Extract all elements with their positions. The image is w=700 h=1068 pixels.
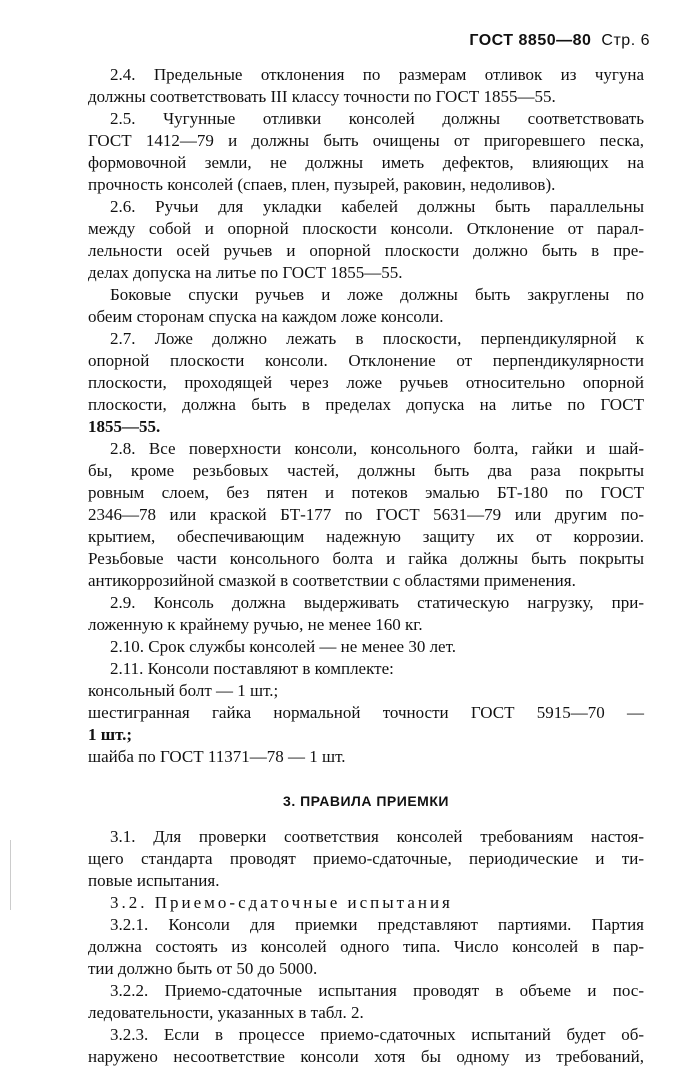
text-line: Резьбовые части консольного болта и гайка должны быть покрыты: [88, 549, 644, 568]
text-line: крытием, обеспечивающим надежную защиту их от коррозии.: [88, 527, 644, 546]
page-header: [460, 32, 650, 50]
text-line: прочность консолей (спаев, плен, пузырей, раковин, недоливов).: [88, 175, 556, 194]
page-number: Стр. 6: [601, 32, 650, 49]
paragraph-2-10: [88, 636, 644, 658]
text-line: делах допуска на литье по ГОСТ 1855—55.: [88, 263, 403, 282]
kit-item: шестигранная гайка нормальной точности ГОСТ 5915—70 —: [88, 703, 644, 722]
paragraph-2-8: [88, 438, 644, 592]
paragraph-3-2: [88, 892, 644, 914]
text-line: тии должно быть от 50 до 5000.: [88, 959, 318, 978]
text-line: опорной плоскости консоли. Отклонение от перпендикулярности: [88, 351, 644, 370]
paragraph-2-9: [88, 592, 644, 636]
text-line: 2.6. Ручьи для укладки кабелей должны быть параллельны: [110, 197, 644, 216]
text-line: 3.2.2. Приемо-сдаточные испытания проводят в объеме и пос-: [110, 981, 644, 1000]
text-line: ГОСТ 1412—79 и должны быть очищены от пригоревшего песка,: [88, 131, 644, 150]
paragraph-2-6: [88, 196, 644, 284]
section-heading: 3. ПРАВИЛА ПРИЕМКИ: [283, 793, 449, 809]
text-line: между собой и опорной плоскости консоли. Отклонение от парал-: [88, 219, 644, 238]
text-line: обеим сторонам спуска на каждом ложе консоли.: [88, 307, 444, 326]
text-line: щего стандарта проводят приемо-сдаточные, периодические и ти-: [88, 849, 644, 868]
text-line: 3.2.1. Консоли для приемки представляют партиями. Партия: [110, 915, 644, 934]
document-body: [88, 64, 644, 1068]
text-line: 3.2.3. Если в процессе приемо-сдаточных испытаний будет об-: [110, 1025, 644, 1044]
text-line: повые испытания.: [88, 871, 220, 890]
text-line: плоскости, проходящей через ложе ручьев относительно опорной: [88, 373, 644, 392]
text-line: ровным слоем, без пятен и потеков эмалью БТ-180 по ГОСТ: [88, 483, 644, 502]
text-line: ледовательности, указанных в табл. 2.: [88, 1003, 364, 1022]
text-line: ложенную к крайнему ручью, не менее 160 кг.: [88, 615, 423, 634]
text-line: антикоррозийной смазкой в соответствии с областями применения.: [88, 571, 576, 590]
text-line: формовочной земли, не должны иметь дефектов, влияющих на: [88, 153, 644, 172]
kit-item: 1 шт.;: [88, 725, 133, 744]
paragraph-2-6-b: [88, 284, 644, 328]
text-line: наружено несоответствие консоли хотя бы одному из требований,: [88, 1047, 644, 1066]
text-line: должны соответствовать III классу точности по ГОСТ 1855—55.: [88, 87, 556, 106]
margin-mark: [10, 840, 11, 910]
text-line: 2.8. Все поверхности консоли, консольного болта, гайки и шай-: [110, 439, 644, 458]
paragraph-2-4: [88, 64, 644, 108]
text-line: лельности осей ручьев и опорной плоскости должно быть в пре-: [88, 241, 644, 260]
kit-item: консольный болт — 1 шт.;: [88, 681, 279, 700]
paragraph-3-1: [88, 826, 644, 892]
paragraph-3-2-1: [88, 914, 644, 980]
text-line: 2.5. Чугунные отливки консолей должны соответствовать: [110, 109, 644, 128]
text-line: 2.11. Консоли поставляют в комплекте:: [110, 659, 394, 678]
text-line: 2.9. Консоль должна выдерживать статическую нагрузку, при-: [110, 593, 644, 612]
text-line: 2.4. Предельные отклонения по размерам отливок из чугуна: [110, 65, 644, 84]
paragraph-3-2-2: [88, 980, 644, 1024]
text-line: 2.10. Срок службы консолей — не менее 30 лет.: [110, 637, 457, 656]
text-line: плоскости, должна быть в пределах допуска на литье по ГОСТ: [88, 395, 644, 414]
standard-code: ГОСТ 8850—80: [469, 32, 592, 49]
paragraph-2-11: [88, 658, 644, 768]
text-line: бы, кроме резьбовых частей, должны быть два раза покрыты: [88, 461, 644, 480]
text-line: 2346—78 или краской БТ-177 по ГОСТ 5631—79 или другим по-: [88, 505, 644, 524]
subsection-heading: 3.2. Приемо-сдаточные испытания: [110, 893, 453, 912]
paragraph-2-5: [88, 108, 644, 196]
paragraph-2-7: [88, 328, 644, 438]
text-line: 2.7. Ложе должно лежать в плоскости, перпендикулярной к: [110, 329, 644, 348]
text-line: должна состоять из консолей одного типа. Число консолей в пар-: [88, 937, 644, 956]
paragraph-3-2-3: [88, 1024, 644, 1068]
text-line: 3.1. Для проверки соответствия консолей требованиям настоя-: [110, 827, 644, 846]
text-line: Боковые спуски ручьев и ложе должны быть закруглены по: [110, 285, 644, 304]
text-line: 1855—55.: [88, 417, 161, 436]
kit-item: шайба по ГОСТ 11371—78 — 1 шт.: [88, 747, 346, 766]
